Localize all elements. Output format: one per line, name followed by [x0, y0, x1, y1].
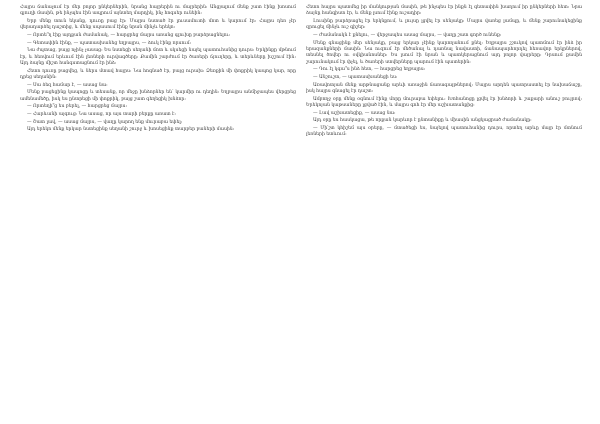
dialogue-line: — Մի՛շտ կհիշեմ այս օրերը, — մտածեցի ես, նայելով պատուհանից դուրս, որտեղ արևը մայր էր մտնում լեռների ետևում: — [306, 125, 582, 138]
paragraph: Հայրս ճանաչում էր մեր բոլոր ընկերներին, նրանց հայրերին ու մայրերին: Անցյալում մենք շատ էինք խոսում գյուղի մասին, թե ինչպես էին ապրում այնտեղ մարդիկ, ինչ հոգսեր ունեին: — [20, 5, 296, 17]
paragraph: Հետո դուռը բացվեց, և ներս մտավ հայրս: Նա հոգնած էր, բայց ուրախ: Ձեռքին մի փոքրիկ կապոց կար, որը դրեց սեղանին: — [20, 68, 296, 80]
paragraph: Երբ մենք տուն եկանք, դուռը բաց էր: Մայրս նստած էր լուսամուտի մոտ և կարում էր: Հայրս դեռ չէր վերադարձել դաշտից, և մենք սպասում էինք նրան մինչև երեկո: — [20, 18, 296, 31]
dialogue-line: — Շատ լավ, — ասաց մայրս, — վաղը կարող ենք մուրաբա եփել: — [27, 119, 183, 125]
paragraph: Այդ օրը ես հասկացա, թե որքան կարևոր է ընտանիքը և միասին անցկացրած ժամանակը: — [313, 118, 532, 124]
dialogue-line: — Հարևանի այգուց: Նա ասաց, որ այս տարի բերքը առատ է: — [27, 111, 176, 117]
dialogue-line: — Լավ աշխատեցիք, — ասաց նա: — [313, 110, 396, 116]
dialogue-line: — Գետափին էինք, — պատասխանեց եղբայրս, — ձուկ էինք որսում: — [27, 40, 192, 46]
dialogue-line: — Անշուշտ, — պատասխանեցի ես: — [313, 74, 398, 80]
paragraph: Լուսինը բարձրացել էր երկնքում, և լույսը լցվել էր սենյակը: Մայրս վառեց լամպը, և մենք շարունակեցինք զրուցել մինչև ուշ գիշեր: — [306, 18, 582, 31]
paragraph: Մենք բացեցինք կապոցը և տեսանք, որ մեջը խնձորներ են՝ կարմիր ու դեղին: Եղբայրս անմիջապես վերցրեց ամենամեծը, իսկ ես ընտրեցի մի փոքրիկ, բայց շատ գեղեցիկ խնձոր: — [20, 90, 296, 102]
dialogue-line: — Դու էլ կգա՞ս ինձ հետ, — հարցրեց եղբայրս: — [313, 67, 426, 73]
paragraph: Հետո հայրս պատմեց իր մանկության մասին, թե ինչպես էր ինքն էլ գետափին խաղում իր ընկերների հետ: Նրա ձայնը հանգիստ էր, և մենք լսում էինք ուշադիր: — [306, 5, 582, 17]
dialogue-line: — Որտեղի՞ց ես բերել, — հարցրեց մայրս: — [27, 104, 128, 110]
right-column — [306, 5, 582, 140]
paragraph: Նա ժպտաց, բայց ոչինչ չասաց: Ես նստեցի սեղանի մոտ և սկսեցի նայել պատուհանից դուրս: Երկինքը մթնում էր, և հեռվում երևում էին լեռների ուրվագծերը: Քամին շարժում էր ծառերի ճյուղերը, և տերևները խշշում էին: Այդ ձայնը միշտ հանգստացնում էր ինձ: — [20, 48, 296, 66]
paragraph: Մենք գնացինք մեր սենյակը, բայց երկար չէինք կարողանում քնել: Եղբայրս շշուկով պատմում էր ինձ իր երազանքների մասին: Նա ուզում էր մեծանալ և դառնալ նավաստի, ճանապարհորդել հեռավոր երկրներով, տեսնել ծովեր ու օվկիանոսներ: Ես լսում էի նրան և պատկերացնում այդ բոլոր վայրերը: Դրսում քամին շարունակում էր փչել, և ծառերի ստվերները պարում էին պատերին: — [306, 40, 582, 65]
dialogue-line: — Որտե՞ղ էիք այդքան ժամանակ, — հարցրեց մայրս առանց գլուխը բարձրացնելու: — [27, 32, 231, 38]
paragraph: Ամբողջ օրը մենք օգնում էինք մորը մուրաբա եփելու: Խոհանոցը լցվել էր խնձորի և շաքարի անուշ բույրով: Երեկոյան կաթսաները լցված էին, և մայրս գոհ էր մեր աշխատանքից: — [306, 96, 582, 108]
dialogue-line: — Ժամանակն է քնելու, — վերջապես ասաց մայրս, — վաղը շատ գործ ունենք: — [313, 32, 502, 38]
paragraph: Առավոտյան մենք արթնացանք արևի առաջին ճառագայթներով: Մայրս արդեն պատրաստել էր նախաճաշը, իսկ հայրս գնացել էր դաշտ: — [306, 82, 582, 94]
dialogue-line: — Սա ձեզ համար է, — ասաց նա: — [27, 82, 108, 88]
paragraph: Այդ երեկո մենք երկար նստեցինք սեղանի շուրջ և խոսեցինք տարբեր բաների մասին: — [27, 127, 235, 133]
left-column — [20, 5, 296, 135]
